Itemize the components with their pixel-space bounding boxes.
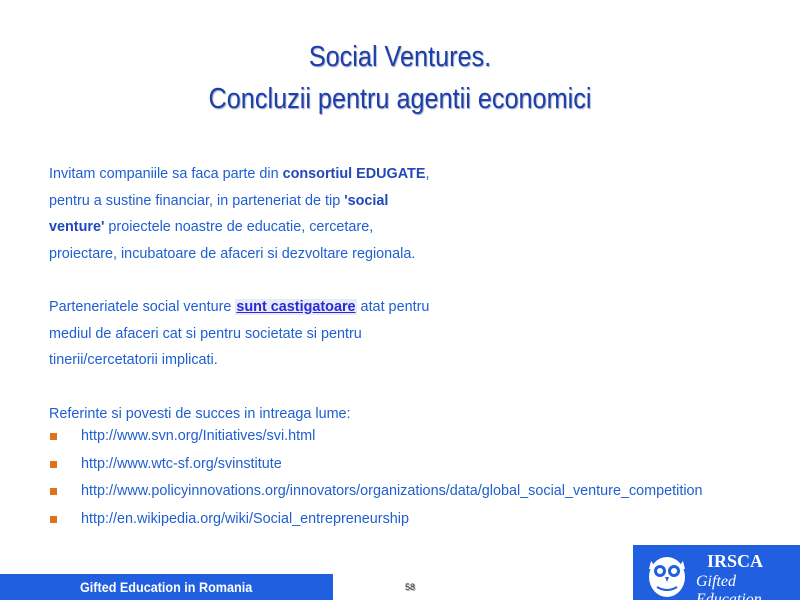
text-line: tinerii/cercetatorii implicati. <box>49 352 218 368</box>
reference-link[interactable]: http://www.wtc-sf.org/svinstitute <box>81 455 282 472</box>
reference-link[interactable]: http://www.policyinnovations.org/innovators/organizations/data/global_social_venture_competition <box>81 483 703 499</box>
text-segment: proiectele noastre de educatie, cercetare, <box>104 219 374 235</box>
text-line: mediul de afaceri cat si pentru societate si pentru <box>49 325 362 342</box>
reference-list <box>49 426 749 536</box>
consortium-name: consortiul EDUGATE <box>282 166 426 182</box>
list-item <box>49 426 749 447</box>
reference-link[interactable]: http://en.wikipedia.org/wiki/Social_entrepreneurship <box>81 510 409 527</box>
logo-title: IRSCA <box>707 551 764 571</box>
references-intro: Referinte si povesti de succes in intreaga lume: <box>49 406 351 422</box>
text-segment: pentru a sustine financiar, in parteneriat de tip <box>49 192 345 209</box>
irsca-logo <box>633 545 800 608</box>
list-item <box>49 481 749 502</box>
reference-link[interactable]: http://www.svn.org/Initiatives/svi.html <box>81 428 316 444</box>
paragraph-references-intro <box>49 402 351 429</box>
text-segment: Parteneriatele social venture <box>49 299 236 315</box>
text-line: proiectare, incubatoare de afaceri si dezvoltare regionala. <box>49 245 416 262</box>
text-segment: , <box>425 166 430 182</box>
footer-label: Gifted Education in Romania <box>80 579 253 595</box>
footer-bar <box>0 574 333 600</box>
page-number: 58 <box>405 582 416 592</box>
social-term: 'social <box>344 192 389 209</box>
owl-icon <box>639 547 695 599</box>
text-segment: Invitam companiile sa faca parte din <box>49 166 283 182</box>
logo-subtitle: Gifted Education <box>696 573 762 608</box>
title-line-1: Social Ventures. <box>308 41 492 73</box>
highlight-link[interactable]: sunt castigatoare <box>236 299 356 315</box>
text-segment: atat pentru <box>356 299 430 315</box>
bullet-square-icon <box>50 488 57 495</box>
venture-term: venture' <box>49 219 105 235</box>
title-line-2: Concluzii pentru agentii economici <box>208 83 592 115</box>
list-item <box>49 509 749 530</box>
bullet-square-icon <box>50 516 57 523</box>
slide-title <box>52 36 748 120</box>
list-item <box>49 454 749 475</box>
paragraph-invitation <box>49 162 429 268</box>
paragraph-partnerships <box>49 295 429 375</box>
bullet-square-icon <box>50 433 57 440</box>
bullet-square-icon <box>50 461 57 468</box>
